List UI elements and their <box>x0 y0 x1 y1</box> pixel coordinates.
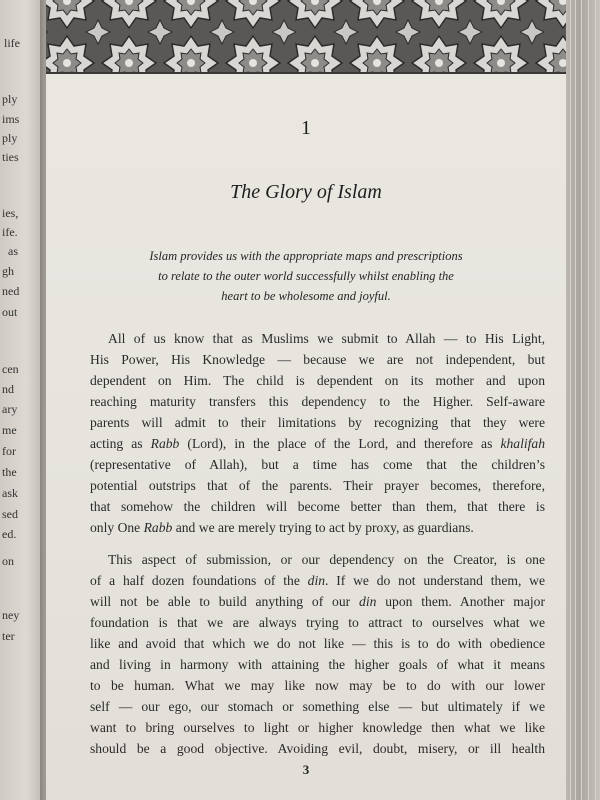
text-line: of a half dozen foundations of the din. If we do not understand them, we <box>90 573 545 588</box>
text-line: acting as Rabb (Lord), in the place of the Lord, and therefore as khalifah <box>90 436 545 451</box>
left-page-fragment: me <box>2 423 17 437</box>
text-line: and living in harmony with attaining the higher goals of what it means <box>90 657 545 672</box>
text-line: like and avoid that which we do not like — this is to do with obedience <box>90 636 545 651</box>
left-page-fragment: ed. <box>2 527 17 541</box>
book-page <box>46 0 566 800</box>
left-page-fragment: ter <box>2 629 15 643</box>
epigraph-line: Islam provides us with the appropriate maps and prescriptions <box>149 249 463 263</box>
page-stack-edge <box>566 0 600 800</box>
left-page-fragment: as <box>8 244 18 258</box>
left-page-fragment: life <box>4 36 20 50</box>
left-page-fragment: out <box>2 305 18 319</box>
left-page-fragment: ply <box>2 131 18 145</box>
left-page-fragment: ask <box>2 486 18 500</box>
left-page-fragment: cen <box>2 362 19 376</box>
text-line: foundation is that we are always trying to attract to ourselves what we <box>90 615 545 630</box>
text-line: dependent on Him. The child is dependent on its mother and upon <box>90 373 545 388</box>
paragraph-2 <box>90 549 545 759</box>
left-page-fragment: ney <box>2 608 20 622</box>
text-line: This aspect of submission, or our dependency on the Creator, is one <box>108 552 545 567</box>
text-line: parents will admit to their limitations by recognizing that they were <box>90 415 545 430</box>
text-line: only One Rabb and we are merely trying to act by proxy, as guardians. <box>90 520 474 535</box>
left-page-fragment: the <box>2 465 17 479</box>
text-line: potential outstrips that of the parents. Their prayer becomes, therefore, <box>90 478 545 493</box>
text-line: All of us know that as Muslims we submit to Allah — to His Light, <box>108 331 545 346</box>
text-line: want to bring ourselves to light or higher knowledge then what we like <box>90 720 545 735</box>
left-page-fragment: ned <box>2 284 20 298</box>
text-line: His Power, His Knowledge — because we are not independent, but <box>90 352 545 367</box>
text-line: to be human. What we may like now may be to do with our lower <box>90 678 545 693</box>
left-page-fragment: on <box>2 554 14 568</box>
left-page-fragment: nd <box>2 382 14 396</box>
left-page-fragment: ties <box>2 150 19 164</box>
chapter-epigraph <box>76 246 536 306</box>
epigraph-line: heart to be wholesome and joyful. <box>221 289 391 303</box>
islamic-star-pattern-header <box>46 0 566 74</box>
text-line: that somehow the children will become better than them, that there is <box>90 499 545 514</box>
left-page-fragment: ply <box>2 92 18 106</box>
epigraph-line: to relate to the outer world successfully whilst enabling the <box>158 269 454 283</box>
left-page-fragment: ims <box>2 112 20 126</box>
left-page-fragment: ife. <box>2 225 18 239</box>
text-line: self — our ego, our stomach or something else — but ultimately if we <box>90 699 545 714</box>
text-line: should be a good objective. Avoiding evil, doubt, misery, or ill health <box>90 741 545 756</box>
left-page-fragment: gh <box>2 264 14 278</box>
paragraph-1 <box>90 328 545 538</box>
text-line: reaching maturity transfers this dependency to the Higher. Self-aware <box>90 394 545 409</box>
chapter-title: The Glory of Islam <box>230 181 382 203</box>
left-page-fragment: for <box>2 444 16 458</box>
left-page-fragment: sed <box>2 507 18 521</box>
left-page-fragment: ary <box>2 402 18 416</box>
left-page-fragment: ies, <box>2 206 19 220</box>
page-number: 3 <box>302 762 310 777</box>
chapter-number: 1 <box>301 117 311 139</box>
previous-page-edge <box>0 0 44 800</box>
text-line: will not be able to build anything of our din upon them. Another major <box>90 594 545 609</box>
text-line: (representative of Allah), but a time has come that the children’s <box>90 457 545 472</box>
